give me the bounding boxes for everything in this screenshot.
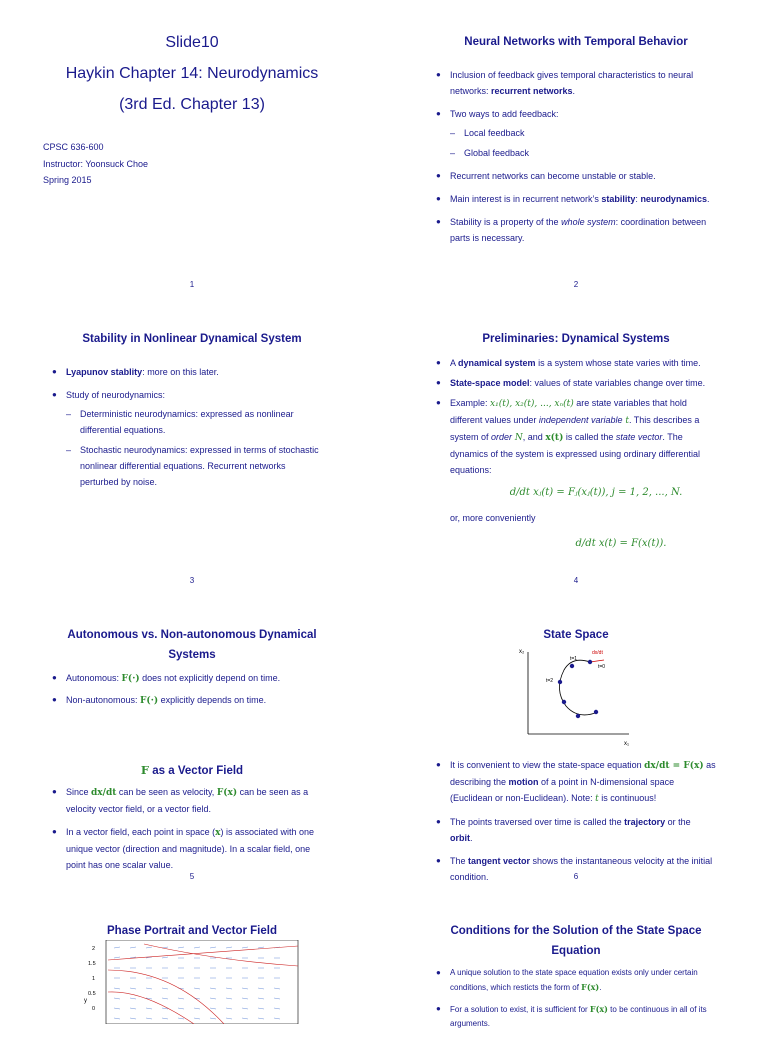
page-number: 6 <box>573 872 579 881</box>
slide-8-bullets <box>436 966 758 1038</box>
list-item: ● It is convenient to view the state-space equation dx/dt = F(x) as describing the motion of a point in N-dimensional space (Euclidean or non-Euclidean). Note: t is continuous! <box>436 757 758 807</box>
trajectory-point <box>588 660 592 664</box>
slide-1-title: Slide10 <box>165 34 219 51</box>
page-number: 3 <box>189 576 195 585</box>
slide-2 <box>384 0 768 296</box>
slide-1 <box>0 0 384 296</box>
axis-label-x1: x₁ <box>624 741 630 747</box>
page-number: 2 <box>573 280 579 289</box>
axis-label-y: y <box>84 998 87 1004</box>
slide-4 <box>384 296 768 592</box>
svg-text:2: 2 <box>92 946 96 952</box>
trajectory-point <box>570 664 574 668</box>
slide-5-bullets <box>52 670 372 716</box>
term: Spring 2015 <box>43 175 92 185</box>
trajectory-point <box>594 710 598 714</box>
page-number: 4 <box>573 576 579 585</box>
trajectory-point <box>562 700 566 704</box>
list-item: ● A unique solution to the state space equation exists only under certain conditions, which resticts the form of F(x). <box>436 966 758 995</box>
slide-4-bullets <box>436 355 758 485</box>
axis-label-x2: x₂ <box>519 649 525 655</box>
list-item: ● Recurrent networks can become unstable or stable. <box>436 168 756 184</box>
list-item: ● Stability is a property of the whole system: coordination between parts is necessary. <box>436 214 756 246</box>
page-number: 1 <box>189 280 195 289</box>
slide-2-bullets <box>436 67 756 253</box>
list-item: ● In a vector field, each point in space (x) is associated with one unique vector (direction and magnitude). In a scalar field, one point has one scalar value. <box>52 824 372 873</box>
slide-3-bullets <box>52 364 362 497</box>
slide-2-title: Neural Networks with Temporal Behavior <box>464 36 688 48</box>
slide-7-title: Phase Portrait and Vector Field <box>107 925 277 937</box>
slide-8-title: Conditions for the Solution of the State Space Equation <box>450 925 702 957</box>
slide-6-title: State Space <box>543 629 609 641</box>
list-item: ● Lyapunov stablity: more on this later. <box>52 364 362 380</box>
equation-1: d/dt xⱼ(t) = Fⱼ(xⱼ(t)), j = 1, 2, ..., N. <box>509 487 683 498</box>
list-item: ● The points traversed over time is called the trajectory or the orbit. <box>436 814 758 846</box>
phase-portrait-figure <box>84 940 304 1024</box>
slide-7 <box>0 888 384 1024</box>
slide-5-bullets-2 <box>52 784 372 880</box>
slide-1-heading-1: Haykin Chapter 14: Neurodynamics <box>65 65 319 82</box>
sub-list-item: – Stochastic neurodynamics: expressed in terms of stochastic nonlinear differential equations. Recurrent networks perturbed by noise. <box>66 442 362 490</box>
list-item: ● Example: x₁(t), x₂(t), ..., xₙ(t) are state variables that hold different values under independent variable t. This describes a system of order N, and x(t) is called the state vector. The dynamics of the system is expressed using ordinary differential equations: <box>436 395 758 478</box>
sub-list-item: – Deterministic neurodynamics: expressed as nonlinear differential equations. <box>66 406 362 438</box>
list-item: ● Autonomous: F(·) does not explicitly depend on time. <box>52 670 372 687</box>
list-item: ● Since dx/dt can be seen as velocity, F(x) can be seen as a velocity vector field, or a vector field. <box>52 784 372 817</box>
svg-text:dx/dt: dx/dt <box>592 650 603 656</box>
slide-5-title: Autonomous vs. Non-autonomous Dynamical Systems <box>67 629 317 661</box>
slide-5-subtitle: F as a Vector Field <box>140 763 244 777</box>
state-space-figure <box>514 642 639 752</box>
svg-text:0.5: 0.5 <box>88 991 96 997</box>
svg-text:1: 1 <box>92 976 96 982</box>
svg-text:1.5: 1.5 <box>88 961 96 967</box>
slide-3-title: Stability in Nonlinear Dynamical System <box>82 333 302 345</box>
slide-8 <box>384 888 768 1028</box>
sub-list-item: – Local feedback <box>450 125 756 141</box>
list-item: ● The tangent vector shows the instantaneous velocity at the initial condition. <box>436 853 758 885</box>
list-item: ● For a solution to exist, it is sufficient for F(x) to be continuous in all of its arguments. <box>436 1002 758 1031</box>
list-item: ● Main interest is in recurrent network’s stability: neurodynamics. <box>436 191 756 207</box>
list-item: ● Study of neurodynamics: – Deterministic neurodynamics: expressed as nonlinear differential equations. – Stochastic neurodynamics: expressed in terms of stochastic nonlinear differential equations. Recurrent networks perturbed by noise. <box>52 387 362 490</box>
page-number: 5 <box>189 872 195 881</box>
list-item: ● Inclusion of feedback gives temporal characteristics to neural networks: recurrent networks. <box>436 67 756 99</box>
list-item: ● State-space model: values of state variables change over time. <box>436 375 758 391</box>
trajectory-point <box>558 680 562 684</box>
slide-1-heading-2: (3rd Ed. Chapter 13) <box>119 96 265 113</box>
svg-text:t=0: t=0 <box>598 664 606 670</box>
slide-6 <box>384 592 768 888</box>
svg-text:t=2: t=2 <box>546 678 554 684</box>
list-item: ● A dynamical system is a system whose state varies with time. <box>436 355 758 371</box>
instructor: Instructor: Yoonsuck Choe <box>43 158 149 169</box>
list-item: ● Non-autonomous: F(·) explicitly depends on time. <box>52 692 372 709</box>
slide-4-title: Preliminaries: Dynamical Systems <box>482 333 670 345</box>
trajectory-point <box>576 714 580 718</box>
course-code: CPSC 636-600 <box>43 142 104 152</box>
slide-3 <box>0 296 384 592</box>
list-item: ● Two ways to add feedback: – Local feedback – Global feedback <box>436 106 756 161</box>
svg-text:t=1: t=1 <box>570 656 578 662</box>
slide-5 <box>0 592 384 888</box>
equation-2: d/dt x(t) = F(x(t)). <box>575 538 667 549</box>
equation-connector: or, more conveniently <box>450 513 536 523</box>
sub-list-item: – Global feedback <box>450 145 756 161</box>
svg-text:0: 0 <box>92 1006 96 1012</box>
